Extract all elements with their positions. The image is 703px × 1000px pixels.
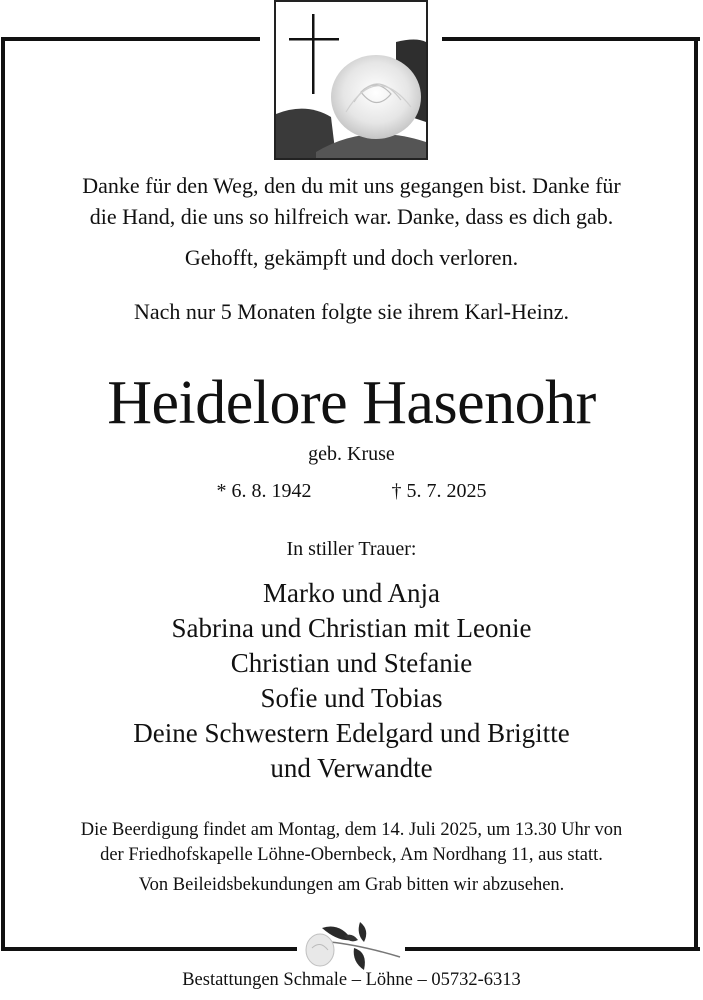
undertaker-info: Bestattungen Schmale – Löhne – 05732-6313 [182, 970, 521, 990]
poem-line-1: Danke für den Weg, den du mit uns gegangen bist. Danke für [82, 173, 621, 198]
poem-line-2: die Hand, die uns so hilfreich war. Danke, dass es dich gab. [89, 204, 614, 229]
poem [0, 170, 703, 232]
mourner-line: Sofie und Tobias [260, 683, 443, 713]
follow-note: Nach nur 5 Monaten folgte sie ihrem Karl-Heinz. [134, 299, 569, 324]
birth-date: * 6. 8. 1942 [216, 480, 312, 502]
top-border-left [1, 37, 260, 41]
funeral-info [0, 818, 703, 868]
mourner-line: Marko und Anja [263, 578, 440, 608]
mourner-line: Sabrina und Christian mit Leonie [171, 613, 532, 643]
motto: Gehofft, gekämpft und doch verloren. [184, 245, 519, 270]
mourners-list [0, 576, 703, 786]
life-dates [0, 480, 703, 503]
mourner-line: Christian und Stefanie [230, 648, 473, 678]
condolence-note: Von Beileidsbekundungen am Grab bitten wir abzusehen. [138, 875, 565, 895]
bottom-border-right [405, 947, 700, 951]
death-date: † 5. 7. 2025 [391, 480, 487, 502]
top-border-right [442, 37, 700, 41]
mourners-intro: In stiller Trauer: [286, 538, 417, 560]
maiden-name: geb. Kruse [308, 443, 395, 465]
bottom-border-left [1, 947, 297, 951]
deceased-name: Heidelore Hasenohr [107, 369, 596, 437]
cross-icon [276, 2, 426, 158]
mourner-line: Deine Schwestern Edelgard und Brigitte [133, 718, 570, 748]
rose-icon [300, 912, 405, 972]
funeral-line-2: der Friedhofskapelle Löhne-Obernbeck, Am Nordhang 11, aus statt. [100, 845, 603, 865]
header-photo [274, 0, 428, 160]
funeral-line-1: Die Beerdigung findet am Montag, dem 14. Juli 2025, um 13.30 Uhr von [80, 820, 623, 840]
mourner-line: und Verwandte [270, 753, 433, 783]
